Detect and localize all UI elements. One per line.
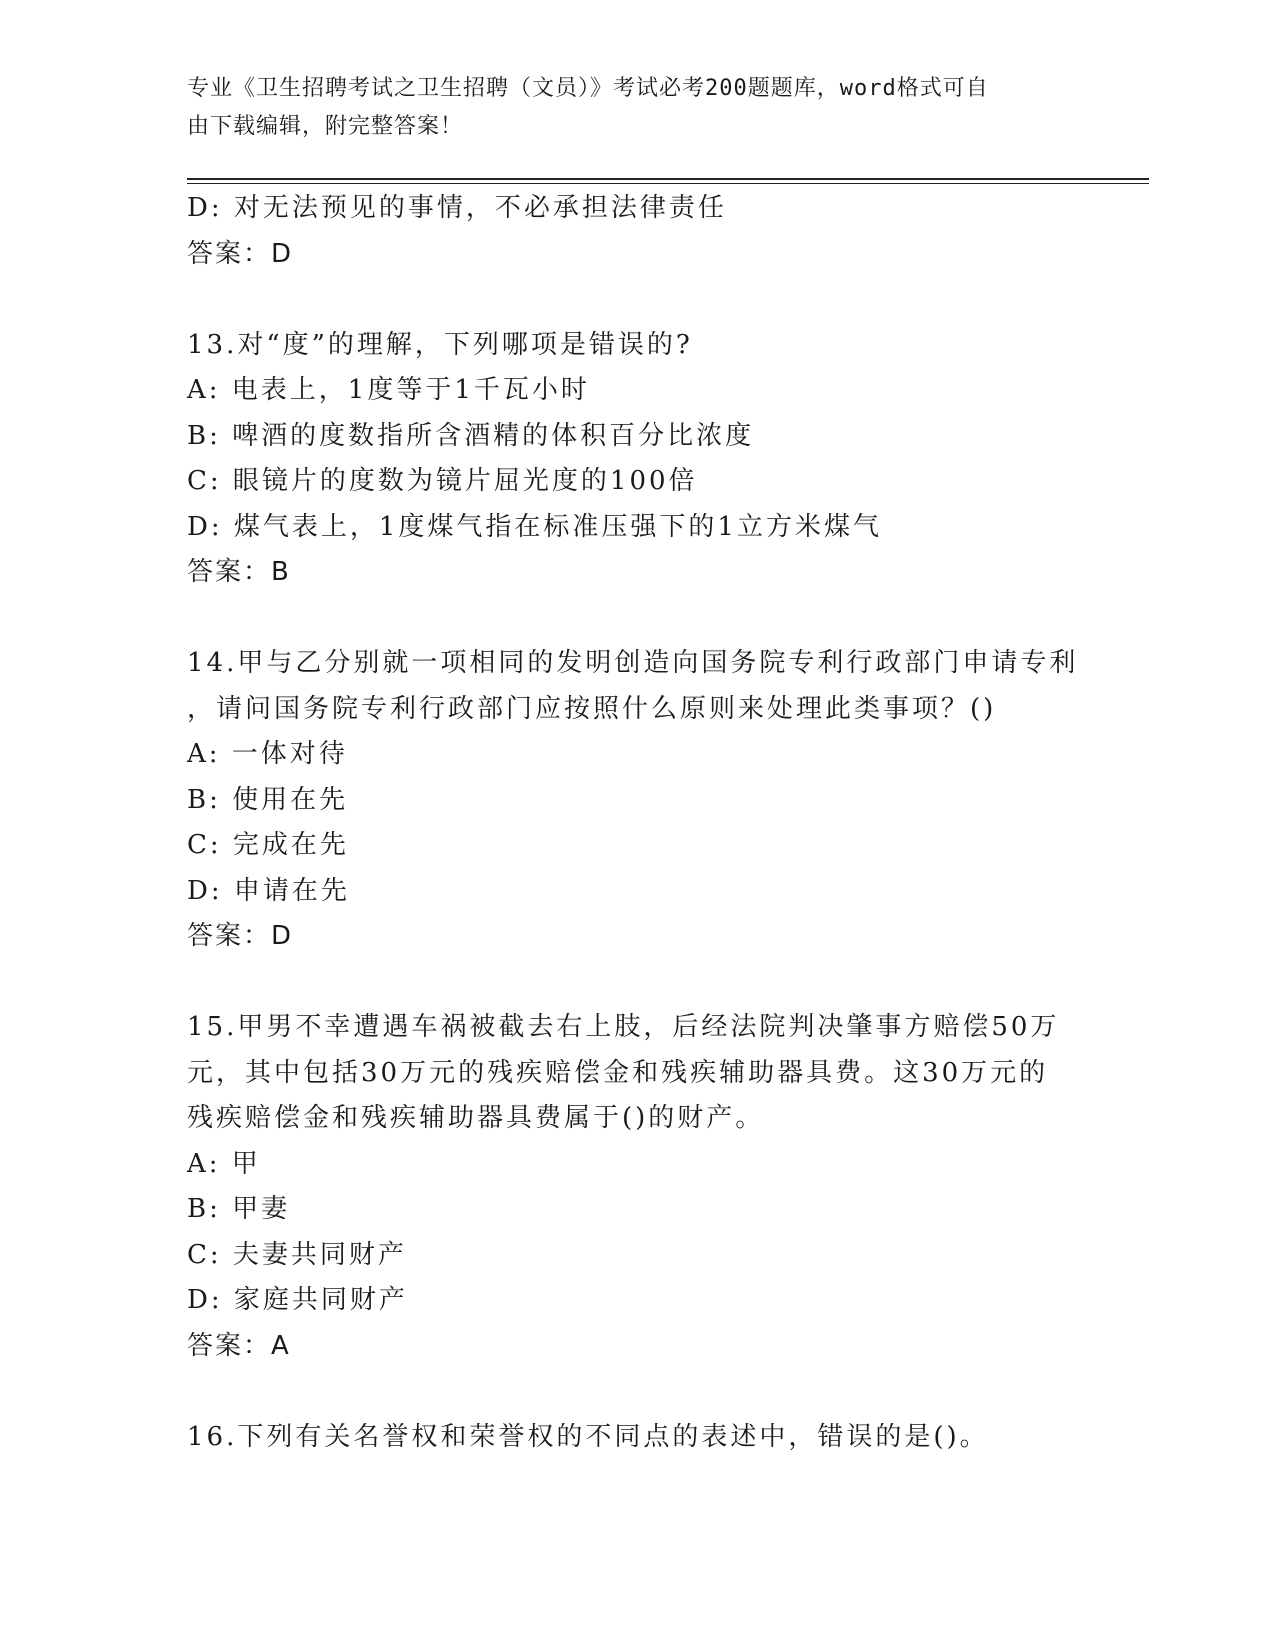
header-divider-thin: [187, 183, 1149, 184]
question-14: [187, 641, 1087, 960]
option-b: B: 甲妻: [187, 1194, 291, 1224]
option-d: D: 煤气表上，1度煤气指在标准压强下的1立方米煤气: [187, 511, 882, 542]
spacer: [187, 1369, 1087, 1415]
answer-line: 答案：B: [187, 557, 291, 587]
option-c: C: 夫妻共同财产: [187, 1239, 407, 1270]
answer-line: 答案：A: [187, 1330, 291, 1361]
spacer: [187, 596, 1087, 642]
option-a: A: 甲: [187, 1148, 261, 1179]
answer-line: 答案：D: [187, 238, 294, 269]
document-header: [187, 70, 1067, 146]
header-line-1: 专业《卫生招聘考试之卫生招聘（文员）》考试必考200题题库，word格式可自: [187, 76, 989, 101]
question-stem-continued: 元，其中包括30万元的残疾赔偿金和残疾辅助器具费。这30万元的: [187, 1057, 1049, 1088]
question-stem: 15.甲男不幸遭遇车祸被截去右上肢，后经法院判决肇事方赔偿50万: [187, 1012, 1060, 1042]
question-13: [187, 323, 1087, 596]
question-stem: 13.对“度”的理解，下列哪项是错误的?: [187, 329, 693, 360]
spacer: [187, 960, 1087, 1006]
question-stem-continued: ，请问国务院专利行政部门应按照什么原则来处理此类事项？(): [187, 693, 997, 724]
option-a: A: 一体对待: [187, 739, 348, 769]
header-line-2: 由下载编辑，附完整答案！: [187, 114, 464, 139]
question-list: [187, 186, 1087, 1460]
question-stem-continued: 残疾赔偿金和残疾辅助器具费属于()的财产。: [187, 1103, 765, 1133]
question-16: [187, 1415, 1087, 1461]
question-stem: 16.下列有关名誉权和荣誉权的不同点的表述中，错误的是()。: [187, 1421, 989, 1452]
option-c: C: 完成在先: [187, 830, 349, 860]
spacer: [187, 277, 1087, 323]
question-15: [187, 1005, 1087, 1369]
option-d: D: 对无法预见的事情，不必承担法律责任: [187, 193, 727, 223]
previous-question-tail: [187, 186, 1087, 277]
option-b: B: 使用在先: [187, 784, 349, 815]
question-stem: 14.甲与乙分别就一项相同的发明创造向国务院专利行政部门申请专利: [187, 648, 1079, 678]
answer-line: 答案：D: [187, 921, 294, 951]
option-b: B: 啤酒的度数指所含酒精的体积百分比浓度: [187, 420, 755, 451]
option-d: D: 申请在先: [187, 875, 350, 906]
header-divider-thick: [187, 178, 1149, 180]
option-a: A: 电表上，1度等于1千瓦小时: [187, 375, 590, 405]
option-c: C: 眼镜片的度数为镜片屈光度的100倍: [187, 466, 698, 496]
option-d: D: 家庭共同财产: [187, 1285, 408, 1315]
